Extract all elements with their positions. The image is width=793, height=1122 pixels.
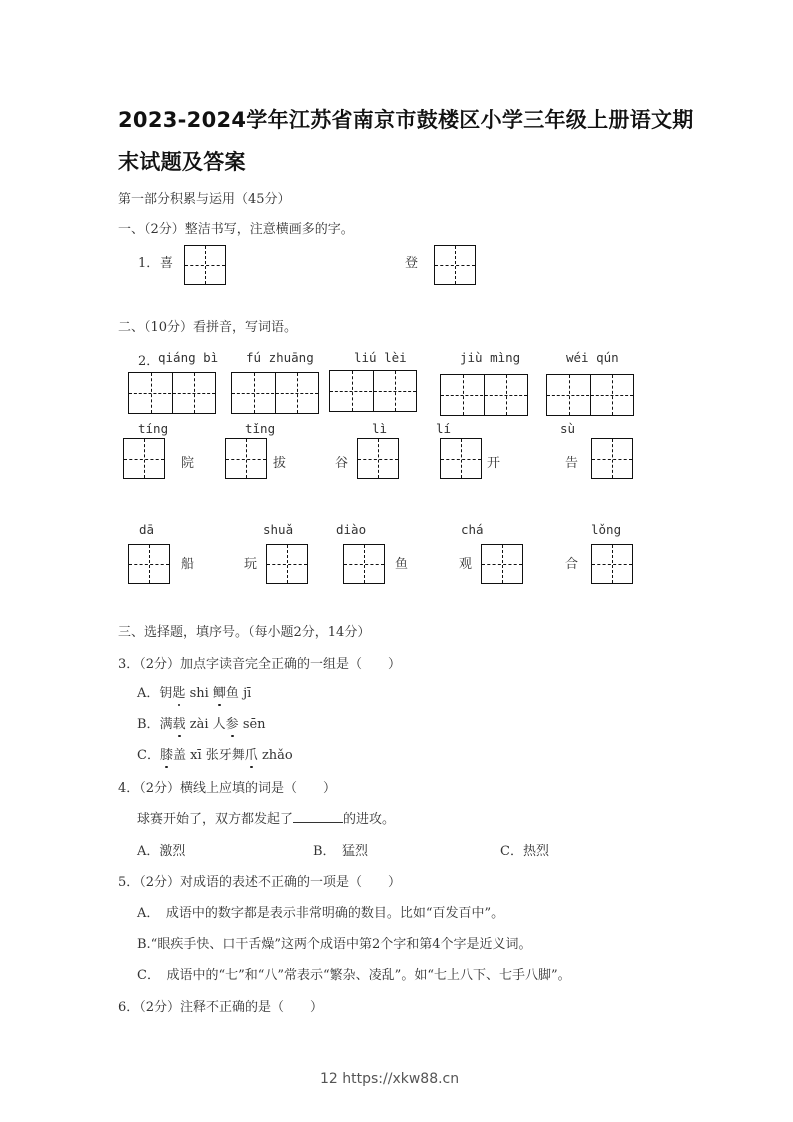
pinyin-qiang-bi: qiáng bì [158, 350, 219, 365]
char-yuan: 院 [181, 456, 195, 471]
page-footer: 12 https://xkw88.cn [320, 1071, 460, 1087]
pinyin-jiu-ming: jiù mìng [460, 350, 521, 365]
q4-option-a[interactable]: A．激烈 [137, 844, 186, 859]
char-guan: 观 [459, 557, 473, 572]
writing-box-shua[interactable] [266, 544, 308, 584]
q4-stem: 4．（2分）横线上应填的词是（ ） [118, 781, 337, 796]
dotted-char: 参 [225, 717, 239, 732]
pinyin-li2: lí [436, 421, 452, 436]
pinyin-shua: shuǎ [263, 522, 294, 537]
writing-box-li2[interactable] [440, 438, 482, 479]
writing-box-long[interactable] [591, 544, 633, 584]
word-part: 满 [159, 717, 173, 732]
pinyin-su: sù [560, 421, 576, 436]
q1-number: 1． [138, 256, 160, 271]
char-yu: 鱼 [395, 557, 409, 572]
pinyin-li1: lì [372, 421, 388, 436]
writing-box-wei-qun[interactable] [546, 374, 634, 416]
option-label: A． [137, 686, 160, 701]
word-part: 盖 [172, 748, 186, 763]
q5-option-a[interactable]: A． 成语中的数字都是表示非常明确的数目。比如“百发百中”。 [137, 906, 505, 921]
char-chuan: 船 [181, 557, 195, 572]
writing-box-ting1[interactable] [123, 438, 165, 479]
pinyin: xī [190, 748, 202, 763]
pinyin: shi [189, 686, 209, 701]
writing-box-diao[interactable] [343, 544, 385, 584]
q5-option-c[interactable]: C． 成语中的“七”和“八”常表示“繁杂、凌乱”。如“七上八下、七手八脚”。 [137, 968, 571, 983]
dotted-char: 匙 [172, 686, 186, 701]
q5-option-b[interactable]: B.“眼疾手快、口干舌燥”这两个成语中第2个字和第4个字是近义词。 [137, 937, 532, 952]
pinyin-liu-lei: liú lèi [354, 350, 407, 365]
q1-char-xi: 喜 [160, 256, 174, 271]
word-part: 鱼 [225, 686, 239, 701]
pinyin-ting2: tǐng [245, 421, 276, 436]
writing-box-jiu-ming[interactable] [440, 374, 528, 416]
sentence-part: 的进攻。 [343, 812, 396, 827]
pinyin-cha: chá [461, 522, 484, 537]
q4-option-b[interactable]: B． 猛烈 [313, 844, 369, 859]
dotted-char: 爪 [244, 748, 258, 763]
writing-box-da[interactable] [128, 544, 170, 584]
document-title-line2: 末试题及答案 [118, 150, 246, 174]
dotted-char: 载 [172, 717, 186, 732]
writing-box-liu-lei[interactable] [329, 370, 417, 412]
writing-box-cha[interactable] [481, 544, 523, 584]
char-he: 合 [565, 557, 579, 572]
writing-box-ting2[interactable] [225, 438, 267, 479]
word-part: 钥 [159, 686, 173, 701]
pinyin: zài [189, 717, 209, 732]
sentence-part: 球赛开始了，双方都发起了 [137, 812, 294, 827]
document-title-line1: 2023-2024学年江苏省南京市鼓楼区小学三年级上册语文期 [118, 108, 694, 132]
word-part: 张牙舞 [205, 748, 245, 763]
writing-box-su[interactable] [591, 438, 633, 479]
q1-char-deng: 登 [405, 256, 419, 271]
q6-stem: 6．（2分）注释不正确的是（ ） [118, 1000, 324, 1015]
writing-box-fu-zhuang[interactable] [231, 372, 319, 414]
q2-number: 2． [138, 354, 160, 369]
dotted-char: 膝 [159, 748, 173, 763]
section3-heading: 三、选择题，填序号。（每小题2分，14分） [118, 625, 371, 640]
part-heading: 第一部分积累与运用（45分） [118, 192, 291, 207]
dotted-char: 鲫 [212, 686, 226, 701]
fill-blank[interactable] [293, 810, 343, 823]
char-ba: 拔 [273, 456, 287, 471]
writing-box-xi[interactable] [184, 245, 226, 285]
q3-stem: 3．（2分）加点字读音完全正确的一组是（ ） [118, 657, 402, 672]
q5-stem: 5．（2分）对成语的表述不正确的一项是（ ） [118, 875, 402, 890]
pinyin-diao: diào [336, 522, 367, 537]
pinyin-long: lǒng [591, 522, 622, 537]
option-label: C． [137, 748, 160, 763]
pinyin-da: dā [139, 522, 155, 537]
q4-sentence [137, 808, 395, 827]
q4-option-c[interactable]: C．热烈 [500, 844, 549, 859]
writing-box-li1[interactable] [357, 438, 399, 479]
word-part: 人 [212, 717, 226, 732]
section1-heading: 一、（2分）整洁书写，注意横画多的字。 [118, 222, 354, 237]
q3-option-c[interactable] [137, 744, 293, 763]
q3-option-b[interactable] [137, 713, 266, 732]
pinyin-ting1: tíng [138, 421, 169, 436]
writing-box-deng[interactable] [434, 245, 476, 285]
pinyin: sēn [242, 717, 266, 732]
pinyin-fu-zhuang: fú zhuāng [246, 350, 314, 365]
q3-option-a[interactable] [137, 682, 251, 701]
writing-box-qiang-bi[interactable] [128, 372, 216, 414]
option-label: B． [137, 717, 160, 732]
pinyin-wei-qun: wéi qún [566, 350, 619, 365]
char-gu: 谷 [335, 456, 349, 471]
section2-heading: 二、（10分）看拼音，写词语。 [118, 320, 298, 335]
char-kai: 开 [487, 456, 501, 471]
char-wan: 玩 [244, 557, 258, 572]
pinyin: jī [243, 686, 252, 701]
pinyin: zhǎo [261, 748, 293, 763]
char-gao: 告 [565, 456, 579, 471]
